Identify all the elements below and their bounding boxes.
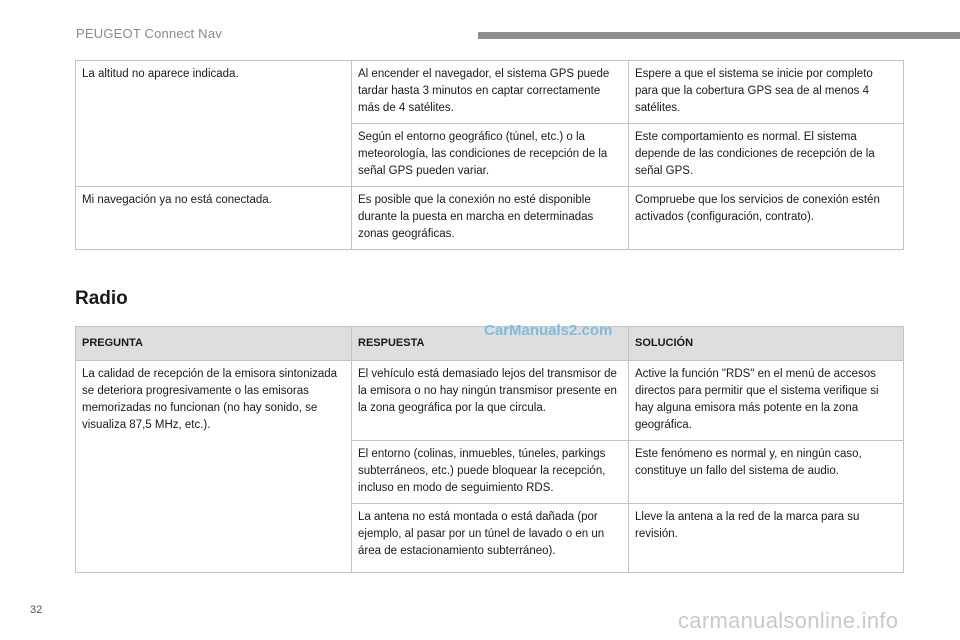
solution-cell: Active la función "RDS" en el menú de accesos directos para permitir que el sistema verifique si hay alguna emisora más potente en la zona geográfica. xyxy=(629,361,904,441)
header-answer: RESPUESTA xyxy=(352,327,629,361)
solution-cell: Lleve la antena a la red de la marca para su revisión. xyxy=(629,504,904,573)
solution-cell: Espere a que el sistema se inicie por completo para que la cobertura GPS sea de al menos 4 satélites. xyxy=(629,61,904,124)
table-row xyxy=(76,361,904,441)
solution-cell: Este comportamiento es normal. El sistema depende de las condiciones de recepción de la señal GPS. xyxy=(629,124,904,187)
page-number: 32 xyxy=(30,604,43,616)
header-title: PEUGEOT Connect Nav xyxy=(76,26,222,41)
radio-troubleshooting-table xyxy=(75,326,904,573)
table-row xyxy=(76,187,904,250)
question-cell: Mi navegación ya no está conectada. xyxy=(76,187,352,250)
header-solution: SOLUCIÓN xyxy=(629,327,904,361)
question-cell: La calidad de recepción de la emisora sintonizada se deteriora progresivamente o las emisoras memorizadas no funcionan (no hay sonido, se visualiza 87,5 MHz, etc.). xyxy=(76,361,352,573)
answer-cell: El vehículo está demasiado lejos del transmisor de la emisora o no hay ningún transmisor presente en la zona geográfica por la que circula. xyxy=(352,361,629,441)
solution-cell: Este fenómeno es normal y, en ningún caso, constituye un fallo del sistema de audio. xyxy=(629,441,904,504)
answer-cell: El entorno (colinas, inmuebles, túneles, parkings subterráneos, etc.) puede bloquear la recepción, incluso en modo de seguimiento RDS. xyxy=(352,441,629,504)
header-question: PREGUNTA xyxy=(76,327,352,361)
answer-cell: La antena no está montada o está dañada (por ejemplo, al pasar por un túnel de lavado o en un área de estacionamiento subterráneo). xyxy=(352,504,629,573)
gps-troubleshooting-table xyxy=(75,60,904,250)
answer-cell: Según el entorno geográfico (túnel, etc.) o la meteorología, las condiciones de recepción de la señal GPS pueden variar. xyxy=(352,124,629,187)
watermark-logo: CarManuals2.com xyxy=(484,322,613,339)
section-title-radio: Radio xyxy=(75,288,128,309)
answer-cell: Al encender el navegador, el sistema GPS puede tardar hasta 3 minutos en captar correctamente más de 4 satélites. xyxy=(352,61,629,124)
table-row xyxy=(76,61,904,124)
answer-cell: Es posible que la conexión no esté disponible durante la puesta en marcha en determinadas zonas geográficas. xyxy=(352,187,629,250)
footer-watermark: carmanualsonline.info xyxy=(678,608,899,633)
header-bar xyxy=(478,32,960,39)
question-cell: La altitud no aparece indicada. xyxy=(76,61,352,187)
solution-cell: Compruebe que los servicios de conexión estén activados (configuración, contrato). xyxy=(629,187,904,250)
